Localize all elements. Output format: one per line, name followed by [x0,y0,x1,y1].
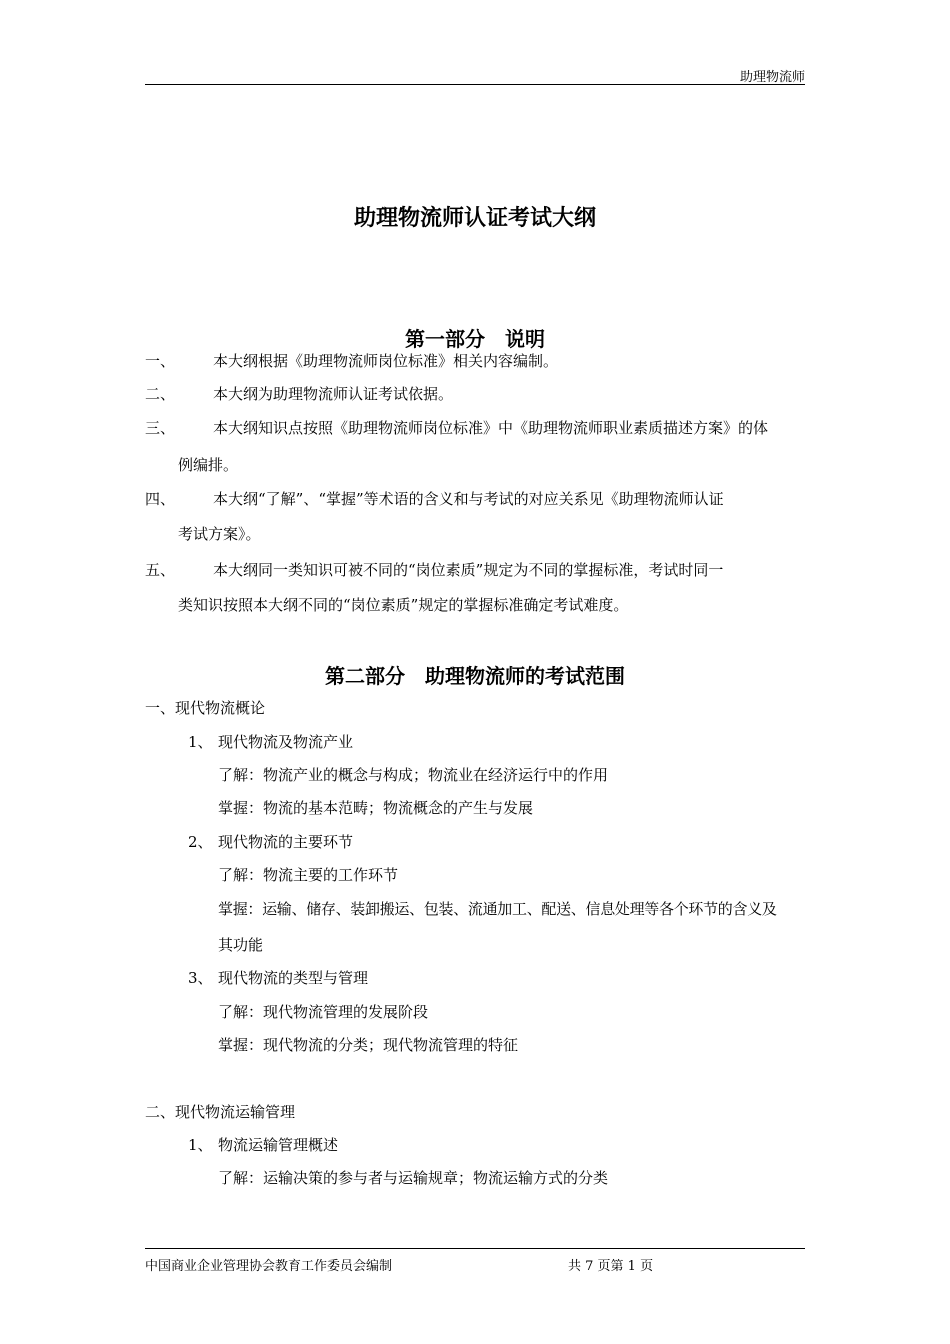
footer-organization: 中国商业企业管理协会教育工作委员会编制 [145,1259,393,1274]
part1-item-text: 本大纲同一类知识可被不同的“岗位素质”规定为不同的掌握标准，考试时同一 [213,561,724,579]
part2-title: 第二部分 助理物流师的考试范围 [325,664,625,688]
subsection-number: 2、 [188,833,213,851]
subsection-title: 现代物流的类型与管理 [218,969,369,987]
knowledge-line: 了解：现代物流管理的发展阶段 [218,1003,429,1021]
subsection-number: 1、 [188,733,213,751]
section-heading: 一、现代物流概论 [145,699,266,717]
part1-item-text-cont: 类知识按照本大纲不同的“岗位素质”规定的掌握标准确定考试难度。 [178,596,629,614]
section-heading: 二、现代物流运输管理 [145,1103,296,1121]
subsection-title: 现代物流的主要环节 [218,833,354,851]
knowledge-line-cont: 其功能 [218,936,264,954]
footer-page-number: 共 7 页第 1 页 [568,1259,654,1274]
knowledge-line: 掌握：运输、储存、装卸搬运、包装、流通加工、配送、信息处理等各个环节的含义及 [218,900,777,918]
part1-item-number: 四、 [145,490,176,508]
document-title: 助理物流师认证考试大纲 [353,206,596,231]
part1-item-number: 五、 [145,561,176,579]
header-rule [145,84,805,85]
subsection-number: 1、 [188,1136,213,1154]
part1-item-text-cont: 考试方案》。 [178,525,261,543]
part1-title: 第一部分 说明 [405,327,545,351]
part1-item-number: 二、 [145,385,176,403]
knowledge-line: 掌握：现代物流的分类；现代物流管理的特征 [218,1036,519,1054]
knowledge-line: 了解：物流主要的工作环节 [218,866,399,884]
subsection-number: 3、 [188,969,213,987]
knowledge-line: 掌握：物流的基本范畴；物流概念的产生与发展 [218,799,534,817]
part1-item-text: 本大纲根据《助理物流师岗位标准》相关内容编制。 [213,352,559,370]
part1-item-number: 三、 [145,419,176,437]
running-header: 助理物流师 [739,70,805,85]
part1-item-text: 本大纲为助理物流师认证考试依据。 [213,385,454,403]
part1-item-number: 一、 [145,352,176,370]
knowledge-line: 了解：物流产业的概念与构成；物流业在经济运行中的作用 [218,766,609,784]
subsection-title: 物流运输管理概述 [218,1136,339,1154]
knowledge-line: 了解：运输决策的参与者与运输规章；物流运输方式的分类 [218,1169,609,1187]
subsection-title: 现代物流及物流产业 [218,733,354,751]
part1-item-text: 本大纲知识点按照《助理物流师岗位标准》中《助理物流师职业素质描述方案》的体 [213,419,769,437]
part1-item-text-cont: 例编排。 [178,456,239,474]
footer-rule [145,1248,805,1249]
part1-item-text: 本大纲“了解”、“掌握”等术语的含义和与考试的对应关系见《助理物流师认证 [213,490,724,508]
